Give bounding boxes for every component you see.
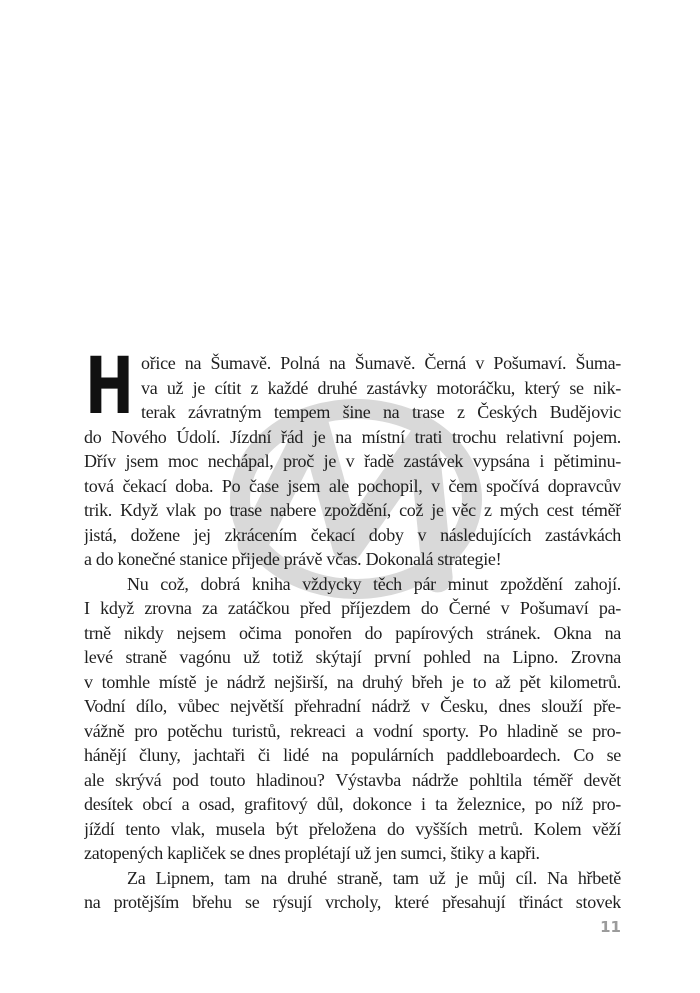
text-line: trik. Když vlak po trase nabere zpoždění, což je věc z mých cest téměř (84, 500, 621, 520)
text-line: terak závratným tempem šine na trase z Českých Budějovic (141, 402, 621, 422)
text-line: ořice na Šumavě. Polná na Šumavě. Černá v Pošumaví. Šuma- (141, 353, 621, 373)
text-line: Dřív jsem moc nechápal, proč je v řadě zastávek vypsána i pětiminu- (84, 451, 621, 471)
text-line: v tomhle místě je nádrž nejširší, na druhý břeh je to až pět kilometrů. (84, 671, 621, 692)
text-line: do Nového Údolí. Jízdní řád je na místní trati trochu relativní pojem. (84, 426, 621, 447)
body-text-block (84, 342, 621, 915)
text-line: I když zrovna za zatáčkou před příjezdem do Černé v Pošumaví pa- (84, 598, 621, 618)
text-line: jíždí tento vlak, musela být přeložena do vyšších metrů. Kolem věží (84, 818, 621, 839)
text-line: ale skrývá pod touto hladinou? Výstavba nádrže pohltila téměř devět (84, 769, 621, 790)
text-line: levé straně vagónu už totiž skýtají první pohled na Lipno. Zrovna (84, 647, 621, 667)
text-line: Za Lipnem, tam na druhé straně, tam už je můj cíl. Na hřbetě (127, 867, 621, 888)
text-line: tová čekací doba. Po čase jsem ale pochopil, v čem spočívá dopravcův (84, 475, 621, 496)
text-line: a do konečné stanice přijede právě včas. Dokonalá strategie! (84, 549, 502, 569)
text-line: zatopených kapliček se dnes proplétají už jen sumci, štiky a kapři. (84, 843, 540, 863)
text-line: desítek obcí a osad, grafitový důl, dokonce i ta železnice, po níž pro- (84, 794, 621, 814)
text-line: vážně pro potěchu turistů, rekreaci a vodní sporty. Po hladině se pro- (84, 720, 621, 741)
text-line: Nu což, dobrá kniha vždycky těch pár minut zpoždění zahojí. (127, 573, 621, 594)
drop-cap-letter: H (85, 342, 134, 432)
text-line: jistá, dožene jej zkrácením čekací doby v následujících zastávkách (84, 524, 621, 545)
text-line: va už je cítit z každé druhé zastávky motoráčku, který se nik- (141, 377, 621, 398)
text-line: na protějším břehu se rýsují vrcholy, které přesahují třináct stovek (84, 892, 621, 912)
text-line: trně nikdy nejsem očima ponořen do papírových stránek. Okna na (84, 622, 621, 643)
text-line: Vodní dílo, vůbec největší přehradní nádrž v Česku, dnes slouží pře- (84, 696, 621, 716)
text-line: hánějí čluny, jachtaři či lidé na populárních paddleboardech. Co se (84, 745, 621, 765)
page-number: 11 (600, 918, 621, 936)
